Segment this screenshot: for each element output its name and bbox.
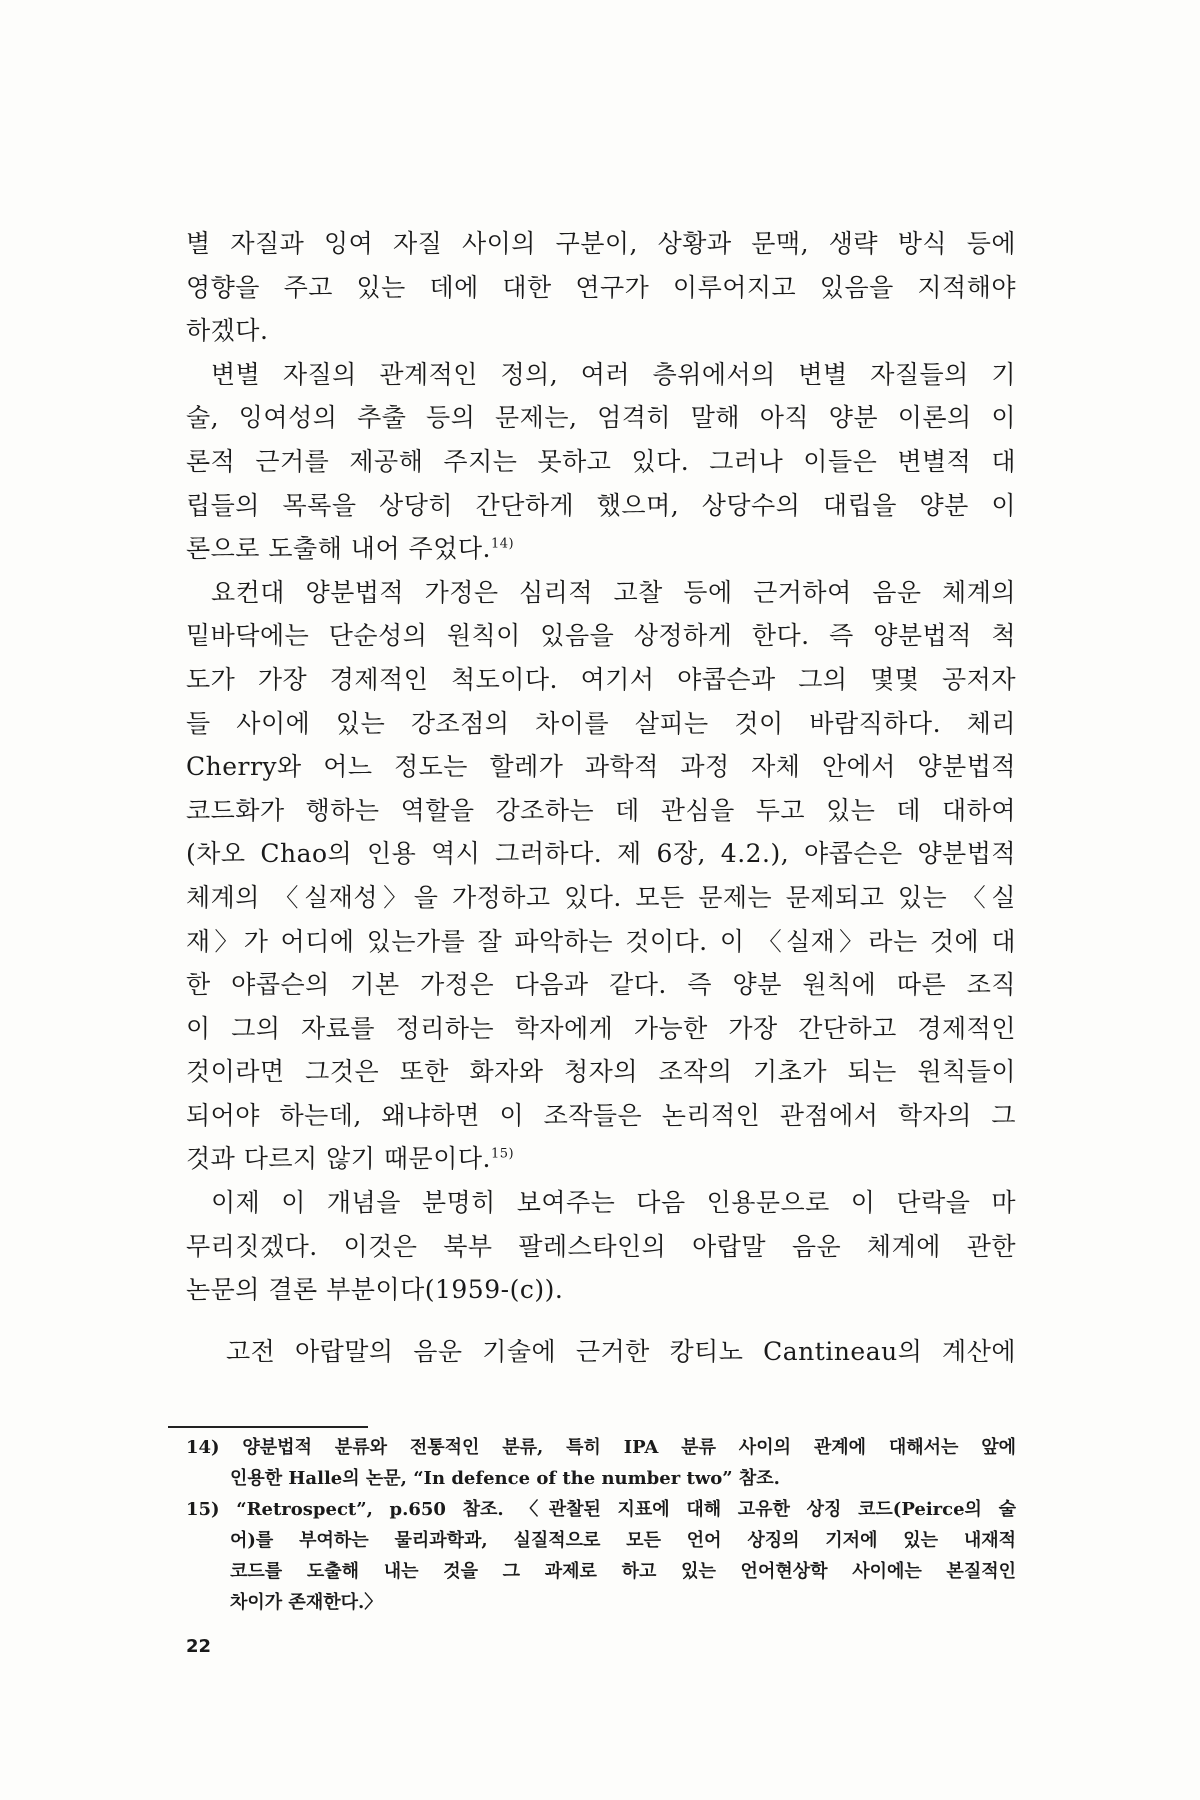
text-line: 영향을 주고 있는 데에 대한 연구가 이루어지고 있음을 지적해야 <box>186 272 1016 302</box>
text-line <box>186 527 1016 571</box>
footnote-line: 코드를 도출해 내는 것을 그 과제로 하고 있는 언어현상학 사이에는 본질적인 <box>230 1561 1016 1582</box>
text-fragment: 론으로 도출해 내어 주었다. <box>186 534 491 564</box>
text-line: 무리짓겠다. 이것은 북부 팔레스타인의 아랍말 음운 체계에 관한 <box>186 1231 1016 1261</box>
text-line: 되어야 하는데, 왜냐하면 이 조작들은 논리적인 관점에서 학자의 그 <box>186 1100 1016 1130</box>
text-line <box>186 1137 1016 1181</box>
text-line: 재〉가 어디에 있는가를 잘 파악하는 것이다. 이 〈실재〉라는 것에 대 <box>186 926 1016 956</box>
footnote-line: 14) 양분법적 분류와 전통적인 분류, 특히 IPA 분류 사이의 관계에 대해서는 앞에 <box>186 1437 1016 1458</box>
text-line: 변별 자질의 관계적인 정의, 여러 층위에서의 변별 자질들의 기 <box>211 359 1016 389</box>
footnote-marker: 15) <box>490 1147 515 1163</box>
text-line: 들 사이에 있는 강조점의 차이를 살피는 것이 바람직하다. 체리 <box>186 708 1016 738</box>
text-line: 하겠다. <box>186 316 269 346</box>
text-line: 한 야콥슨의 기본 가정은 다음과 같다. 즉 양분 원칙에 따른 조직 <box>186 970 1016 1000</box>
footnotes <box>186 1432 1016 1618</box>
text-line: 이제 이 개념을 분명히 보여주는 다음 인용문으로 이 단락을 마 <box>211 1188 1016 1218</box>
footnote-divider <box>168 1426 368 1428</box>
text-line: 립들의 목록을 상당히 간단하게 했으며, 상당수의 대립을 양분 이 <box>186 490 1016 520</box>
text-line: Cherry와 어느 정도는 할레가 과학적 과정 자체 안에서 양분법적 <box>186 752 1016 782</box>
text-line: 술, 잉여성의 추출 등의 문제는, 엄격히 말해 아직 양분 이론의 이 <box>186 403 1016 433</box>
footnote-line: 차이가 존재한다.〉 <box>230 1592 383 1613</box>
footnote-line: 15) “Retrospect”, p.650 참조. 〈관찰된 지표에 대해 고유한 상징 코드(Peirce의 술 <box>186 1499 1016 1520</box>
text-line: 론적 근거를 제공해 주지는 못하고 있다. 그러나 이들은 변별적 대 <box>186 446 1016 476</box>
text-line: 논문의 결론 부분이다(1959-(c)). <box>186 1275 564 1305</box>
text-fragment: 것과 다르지 않기 때문이다. <box>186 1144 491 1174</box>
main-text <box>186 222 1016 1373</box>
text-line: 요컨대 양분법적 가정은 심리적 고찰 등에 근거하여 음운 체계의 <box>211 577 1016 607</box>
text-line: 코드화가 행하는 역할을 강조하는 데 관심을 두고 있는 데 대하여 <box>186 795 1016 825</box>
text-line: 밑바닥에는 단순성의 원칙이 있음을 상정하게 한다. 즉 양분법적 척 <box>186 621 1016 651</box>
footnote-marker: 14) <box>490 536 515 552</box>
text-line: (차오 Chao의 인용 역시 그러하다. 제 6장, 4.2.), 야콥슨은 양분법적 <box>186 839 1016 869</box>
footnote-line: 인용한 Halle의 논문, “In defence of the number two” 참조. <box>230 1468 780 1489</box>
quote-line: 고전 아랍말의 음운 기술에 근거한 캉티노 Cantineau의 계산에 <box>226 1336 1016 1366</box>
text-line: 도가 가장 경제적인 척도이다. 여기서 야콥슨과 그의 몇몇 공저자 <box>186 664 1016 694</box>
page-number: 22 <box>186 1636 212 1657</box>
text-line: 것이라면 그것은 또한 화자와 청자의 조작의 기초가 되는 원칙들이 <box>186 1057 1016 1087</box>
text-line: 이 그의 자료를 정리하는 학자에게 가능한 가장 간단하고 경제적인 <box>186 1013 1016 1043</box>
text-line: 별 자질과 잉여 자질 사이의 구분이, 상황과 문맥, 생략 방식 등에 <box>186 229 1016 258</box>
text-line: 체계의 〈실재성〉을 가정하고 있다. 모든 문제는 문제되고 있는 〈실 <box>186 882 1016 912</box>
footnote-line: 어)를 부여하는 물리과학과, 실질적으로 모든 언어 상징의 기저에 있는 내재적 <box>230 1530 1016 1551</box>
spacer <box>186 1312 1016 1330</box>
